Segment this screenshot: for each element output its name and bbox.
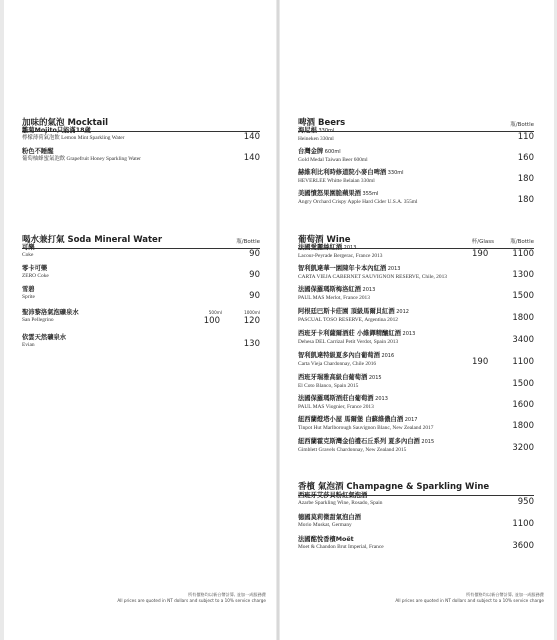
item-subtitle: PAUL MAS Merlot, France 2013 [298,295,370,301]
item-price: 140 [243,153,260,163]
item-subtitle: Evian [22,342,35,348]
item-name: 海尼根 [298,127,317,134]
menu-item [298,437,534,454]
item-name: 智利凱達特級夏多內白葡萄酒 [298,352,380,359]
page-gutter [277,0,279,640]
item-vintage: 2013 [400,331,416,337]
menu-item [22,285,260,301]
item-subtitle: Angry Orchard Crispy Apple Hard Cider U.S.A. 355ml [298,199,418,205]
menu-item [298,535,534,551]
menu-item [298,147,534,164]
item-price: 1100 [512,249,534,259]
item-vintage: 2013 [373,396,388,402]
item-name: 阿根廷巴斯卡莊園 頂級馬爾貝紅酒 [298,308,395,315]
item-subtitle: Carta Vieja Chardonnay, Chile 2016 [298,361,377,367]
size-label-large: 1000ml [244,310,260,315]
bottle-column-label: 瓶/Bottle [510,122,534,128]
item-price: 130 [243,339,260,349]
bottle-column-label: 瓶/Bottle [236,239,260,245]
item-volume: 330ml [386,170,404,176]
menu-item [298,491,534,507]
item-subtitle: CARTA VIEJA CABERNET SAUVIGNON RESERVE, Chile, 2013 [298,274,447,280]
item-subtitle: 葡萄柚蜂蜜氣泡飲 Grapefruit Honey Sparkling Water [22,156,141,162]
item-vintage: 2017 [403,417,418,423]
menu-item [298,243,534,260]
menu-item [22,308,260,328]
menu-item [298,373,534,390]
item-price: 1500 [512,291,534,301]
item-subtitle: Sprite [22,294,35,300]
item-subtitle: Tinpot Hut Marlborough Sauvignon Blanc, New Zealand 2017 [298,425,434,431]
item-name: 依雲天然礦泉水 [22,334,67,341]
menu-item [298,415,534,432]
item-price: 110 [517,132,534,142]
item-subtitle: Morio Muskat, Germany [298,522,352,528]
menu-item [22,243,260,259]
item-price: 1800 [512,313,534,323]
item-name: 智利凱達華一園陳年卡本內紅酒 [298,265,387,272]
champagne-title: 香檳 氣泡酒 Champagne & Sparkling Wine [298,482,490,492]
item-vintage: 2013 [342,245,357,251]
item-name: 紐西蘭燈塔小屋 馬爾堡 白蘇維儂白酒 [298,416,404,423]
beer-title: 啤酒 Beers [298,118,346,128]
item-price: 1800 [512,421,534,431]
item-price: 90 [249,270,260,280]
item-price: 90 [249,249,260,259]
menu-item [298,264,534,281]
glass-price: 190 [472,249,489,259]
item-price: 1500 [512,379,534,389]
menu-item [298,189,534,206]
item-price: 3400 [512,335,534,345]
item-subtitle: Lacour-Peyrade Bergerac, France 2013 [298,253,383,259]
item-price: 3200 [512,443,534,453]
item-vintage: 2013 [360,287,376,293]
item-vintage: 2016 [379,353,395,359]
item-subtitle: Azarbe Sparkling Wine, Rosado, Spain [298,500,383,506]
item-price: 3600 [512,541,534,551]
item-name: 西班牙卡利薩爾酒莊 小維鐸精釀紅酒 [298,330,401,337]
item-subtitle: El Coto Blanco, Spain 2015 [298,383,359,389]
item-name: 雛菊Mojito只能滿18歲 [22,127,91,134]
item-price: 950 [517,497,534,507]
item-subtitle: San Pellegrino [22,317,54,323]
item-price: 90 [249,291,260,301]
item-vintage: 2015 [367,375,382,381]
item-subtitle: HEVERLEE Whitte Belaian 330ml [298,178,375,184]
item-name: 法國保羅瑪斯酒莊白葡萄酒 [298,395,374,402]
bottle-column-label: 瓶/Bottle [510,239,534,245]
item-name: 法國愛麗絲紅酒 [298,244,343,251]
footnote-zh: 所有價格均以新台幣計算, 並加一成服務費 [187,592,266,597]
footnote-zh: 所有價格均以新台幣計算, 並加一成服務費 [465,592,544,597]
item-subtitle: Heineken 330ml [298,136,334,142]
item-volume: 355ml [360,191,379,197]
menu-item [22,147,260,163]
menu-item [22,333,260,349]
price-footnote [117,592,266,604]
item-subtitle: Gimblett Gravels Chardonnay, New Zealand 2015 [298,447,407,453]
item-subtitle: Dehesa DEL Carrizal Petit Verdot, Spain 2013 [298,339,399,345]
glass-price: 190 [472,357,489,367]
item-price: 1300 [512,270,534,280]
item-name: 美國憤怒果園脆蘋果酒 [298,190,361,197]
item-name: 西班牙艾莎貝粉紅氣泡酒 [298,492,368,499]
menu-item [298,307,534,324]
footnote-en: All prices are quoted in NT dollars and subject to a 10% service charge [395,598,544,603]
item-vintage: 2013 [386,266,401,272]
item-name: 零卡可樂 [22,265,48,272]
item-name: 台灣金牌 [298,148,324,155]
right-menu-page [280,0,554,640]
item-vintage: 2015 [419,439,435,445]
item-name: 雪碧 [22,286,35,293]
item-subtitle: Moet & Chandon Brut Imperial, France [298,544,384,550]
item-name: 粉色不睡醒 [22,148,54,155]
item-volume: 600ml [323,149,341,155]
item-subtitle: ZERO Coke [22,273,49,279]
menu-item [298,285,534,302]
item-name: 聖沛黎洛氣泡礦泉水 [22,309,79,316]
item-name: 德國莫莉微甜氣泡白酒 [298,514,361,521]
footnote-en: All prices are quoted in NT dollars and subject to a 10% service charge [117,598,266,603]
item-price: 160 [517,153,534,163]
glass-column-label: 杯/Glass [471,239,494,245]
item-price: 180 [517,174,534,184]
left-menu-page [4,0,276,640]
menu-item [298,351,534,368]
soda-title: 喝水兼打氣 Soda Mineral Water [22,235,163,245]
menu-item [22,264,260,280]
menu-item [22,126,260,142]
item-price: 140 [243,132,260,142]
item-name: 西班牙瑞雅高級白葡萄酒 [298,374,368,381]
menu-item [298,126,534,143]
item-price: 180 [517,195,534,205]
wine-title: 葡萄酒 Wine [298,235,351,245]
item-name: 紐西蘭霍克斯灣金伯禮石丘系列 夏多內白酒 [298,438,420,445]
menu-item [298,513,534,529]
item-price: 1100 [512,357,534,367]
item-subtitle: Coke [22,252,34,258]
item-subtitle: PAUL MAS Viognier, France 2013 [298,404,374,410]
item-price: 1100 [512,519,534,529]
mocktail-title: 加味的氣泡 Mocktail [22,118,109,128]
item-subtitle: 檸檬薄荷氣泡飲 Lemon Mint Sparkling Water [22,135,125,141]
item-price-small: 100 [203,316,220,326]
item-subtitle: PASCUAL TOSO RESERVE, Argentina 2012 [298,317,398,323]
item-price-large: 120 [243,316,260,326]
item-subtitle: Gold Medal Taiwan Beer 600ml [298,157,368,163]
size-label-small: 500ml [208,310,222,315]
item-name: 赫維利比利時修道院小麥白啤酒 [298,169,387,176]
menu-item [298,329,534,346]
item-name: 可樂 [22,244,35,251]
menu-item [298,168,534,185]
item-vintage: 2012 [394,309,409,315]
item-volume: 330ml [316,128,335,134]
price-footnote [395,592,544,604]
item-price: 1600 [512,400,534,410]
item-name: 法國保羅瑪斯梅洛紅酒 [298,286,361,293]
item-name: 法國酩悅香檳Moët [298,536,354,543]
menu-item [298,394,534,411]
